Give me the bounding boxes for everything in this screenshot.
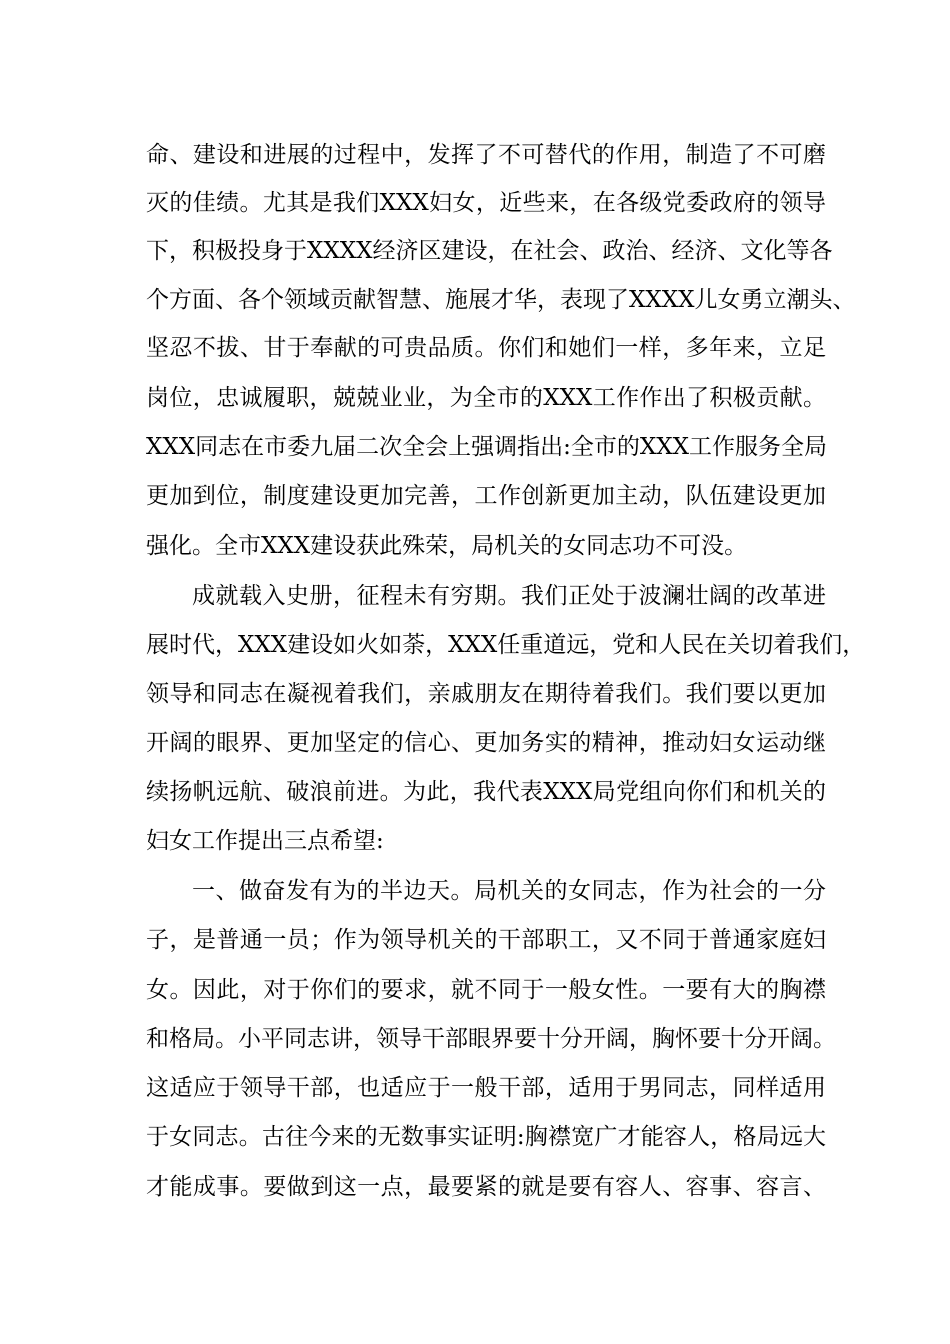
text-line: 下，积极投身于XXXX经济区建设，在社会、政治、经济、文化等各 bbox=[146, 238, 833, 264]
paragraph-start-line: 一、做奋发有为的半边天。局机关的女同志，作为社会的一分 bbox=[192, 878, 826, 904]
text-line: 岗位，忠诚履职，兢兢业业，为全市的XXX工作作出了积极贡献。 bbox=[146, 385, 826, 411]
text-line: 才能成事。要做到这一点，最要紧的就是要有容人、容事、容言、 bbox=[146, 1174, 826, 1200]
text-line: 于女同志。古往今来的无数事实证明:胸襟宽广才能容人，格局远大 bbox=[146, 1124, 826, 1150]
text-line: XXX同志在市委九届二次全会上强调指出:全市的XXX工作服务全局 bbox=[146, 434, 827, 460]
text-line: 命、建设和进展的过程中，发挥了不可替代的作用，制造了不可磨 bbox=[146, 142, 826, 168]
text-line: 更加到位，制度建设更加完善，工作创新更加主动，队伍建设更加 bbox=[146, 483, 826, 509]
text-line: 子，是普通一员；作为领导机关的干部职工，又不同于普通家庭妇 bbox=[146, 927, 826, 953]
text-line: 续扬帆远航、破浪前进。为此，我代表XXX局党组向你们和机关的 bbox=[146, 779, 826, 805]
paragraph-start-line: 成就载入史册，征程未有穷期。我们正处于波澜壮阔的改革进 bbox=[192, 583, 826, 609]
text-line: 妇女工作提出三点希望: bbox=[146, 828, 384, 854]
text-line: 个方面、各个领域贡献智慧、施展才华，表现了XXXX儿女勇立潮头、 bbox=[146, 287, 856, 313]
text-line: 和格局。小平同志讲，领导干部眼界要十分开阔，胸怀要十分开阔。 bbox=[146, 1026, 836, 1052]
text-line: 坚忍不拔、甘于奉献的可贵品质。你们和她们一样，多年来，立足 bbox=[146, 335, 826, 361]
text-line: 领导和同志在凝视着我们，亲戚朋友在期待着我们。我们要以更加 bbox=[146, 681, 826, 707]
text-line: 这适应于领导干部，也适应于一般干部，适用于男同志，同样适用 bbox=[146, 1075, 826, 1101]
text-line: 强化。全市XXX建设获此殊荣，局机关的女同志功不可没。 bbox=[146, 533, 748, 559]
text-line: 女。因此，对于你们的要求，就不同于一般女性。一要有大的胸襟 bbox=[146, 977, 826, 1003]
text-line: 灭的佳绩。尤其是我们XXX妇女，近些来，在各级党委政府的领导 bbox=[146, 190, 826, 216]
text-line: 展时代，XXX建设如火如荼，XXX任重道远，党和人民在关切着我们， bbox=[146, 632, 866, 658]
text-line: 开阔的眼界、更加坚定的信心、更加务实的精神，推动妇女运动继 bbox=[146, 730, 826, 756]
